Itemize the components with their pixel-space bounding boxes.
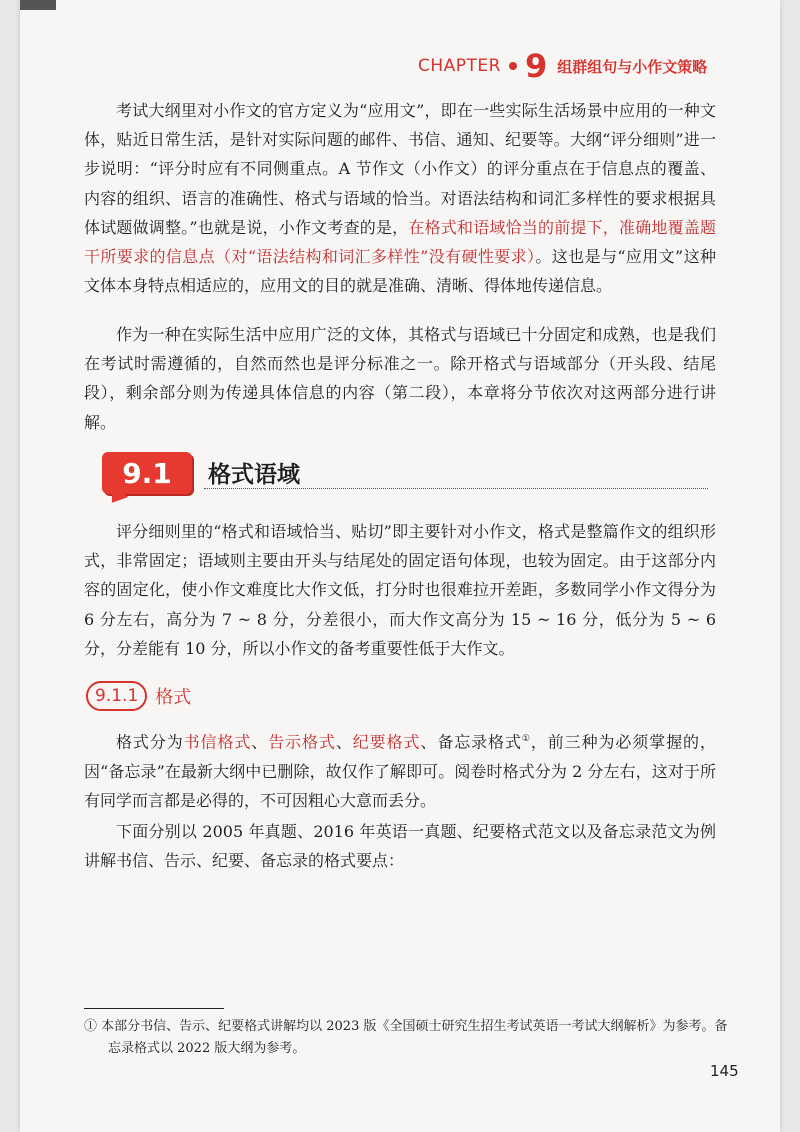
chapter-title: 组群组句与小作文策略 <box>557 57 708 76</box>
paragraph-text: 考试大纲里对小作文的官方定义为“应用文”，即在一些实际生活场景中应用的一种文体，贴近日常生活，是针对实际问题的邮件、书信、通知、纪要等。大纲“评分细则”进一步说明：“评分时应有不同侧重点。A 节作文（小作文）的评分重点在于信息点的覆盖、内容的组织、语言的准确性、格式与语域的恰当。对语法结构和词汇多样性的要求根据具体试题做调整。”也就是说，小作文考查的是， <box>84 101 716 237</box>
section-number-badge: 9.1 <box>102 452 192 494</box>
chapter-number: 9 <box>524 47 548 85</box>
section-title: 格式语域 <box>208 462 300 488</box>
chapter-header <box>418 48 707 84</box>
paragraph-format-types <box>84 725 716 815</box>
separator: 、 <box>251 732 269 752</box>
section-heading <box>80 450 720 510</box>
highlight-minutes-format: 纪要格式 <box>352 732 421 752</box>
separator: 、 <box>335 732 353 752</box>
highlight-letter-format: 书信格式 <box>183 732 252 752</box>
footnote: ① 本部分书信、告示、纪要格式讲解均以 2023 版《全国硕士研究生招生考试英语一考试大纲解析》为参考。备忘录格式以 2022 版大纲为参考。 <box>84 1019 728 1056</box>
chapter-dot-icon <box>509 62 517 70</box>
paragraph-text: 。这也是与“应用文”这种文体本身特点相适应的，应用文的目的就是准确、清晰、得体地传递信息。 <box>84 247 716 296</box>
scan-edge-mark <box>20 0 56 10</box>
paragraph-format-register: 作为一种在实际生活中应用广泛的文体，其格式与语域已十分固定和成熟，也是我们在考试时需遵循的，自然而然也是评分标准之一。除开格式与语域部分（开头段、结尾段），剩余部分则为传递具体信息的内容（第二段），本章将分节依次对这两部分进行讲解。 <box>84 325 716 432</box>
paragraph-examples: 下面分别以 2005 年真题、2016 年英语一真题、纪要格式范文以及备忘录范文为例讲解书信、告示、纪要、备忘录的格式要点： <box>84 822 716 871</box>
paragraph-text: 格式分为 <box>116 732 184 752</box>
paragraph-text: ，前三种为必须掌握的，因“备忘录”在最新大纲中已删除，故仅作了解即可。阅卷时格式分为 2 分左右，这对于所有同学而言都是必得的，不可因粗心大意而丢分。 <box>84 732 716 810</box>
subsection-title: 格式 <box>155 687 192 708</box>
chapter-label: CHAPTER <box>418 56 501 76</box>
subsection-heading <box>86 676 191 716</box>
paragraph-scoring: 评分细则里的“格式和语域恰当、贴切”即主要针对小作文，格式是整篇作文的组织形式，非常固定；语域则主要由开头与结尾处的固定语句体现，也较为固定。由于这部分内容的固定化，使小作文难度比大作文低，打分时也很难拉开差距，多数同学小作文得分为 6 分左右，高分为 7 ~ 8 分，分差很小，而大作文高分为 15 ~ 16 分，低分为 5 ~ 6 分，分差能有 10 分，所以小作文的备考重要性低于大作文。 <box>84 522 716 658</box>
subsection-number: 9.1.1 <box>86 681 147 711</box>
highlighted-text: 在格式和语域恰当的前提下，准确地覆盖题干所要求的信息点（对“语法结构和词汇多样性”没有硬性要求） <box>84 217 716 267</box>
highlight-notice-format: 告示格式 <box>268 732 336 752</box>
page <box>20 0 780 1132</box>
section-dotted-rule <box>204 488 708 489</box>
page-number: 145 <box>710 1062 739 1080</box>
paragraph-intro <box>84 96 716 300</box>
footnote-marker: ① <box>521 734 531 744</box>
footnote-rule <box>84 1008 224 1009</box>
paragraph-text: 、备忘录格式 <box>420 732 522 752</box>
